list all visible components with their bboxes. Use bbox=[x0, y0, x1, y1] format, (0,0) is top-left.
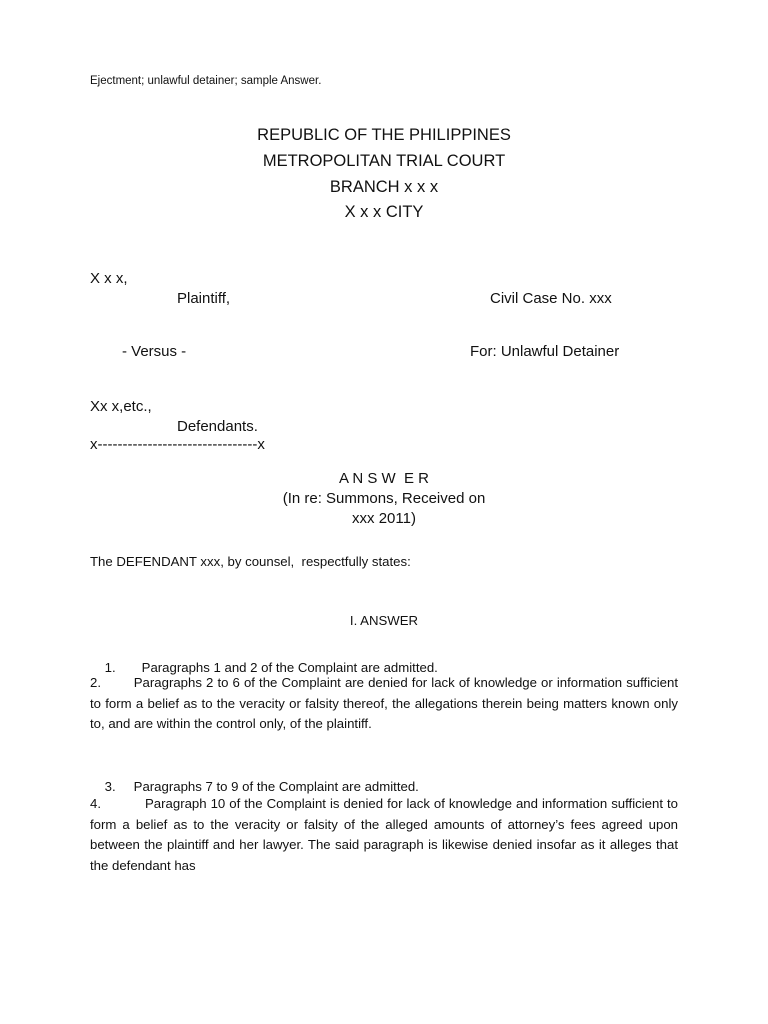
plaintiff-name: X x x, bbox=[90, 270, 128, 287]
paragraph-text: Paragraphs 1 and 2 of the Complaint are admitted. bbox=[141, 660, 438, 675]
paragraph-4 bbox=[90, 794, 678, 876]
intro-statement: The DEFENDANT xxx, by counsel, respectfully states: bbox=[90, 554, 411, 569]
paragraph-number: 4. bbox=[90, 796, 101, 811]
document-subtitle-line2: xxx 2011) bbox=[352, 510, 416, 527]
document-title: A N S W E R bbox=[338, 470, 429, 487]
paragraph-text: Paragraphs 7 to 9 of the Complaint are admitted. bbox=[133, 779, 419, 794]
court-city: X x x CITY bbox=[344, 203, 424, 221]
defendant-role: Defendants. bbox=[177, 418, 258, 435]
versus-label: - Versus - bbox=[122, 343, 187, 360]
court-country: REPUBLIC OF THE PHILIPPINES bbox=[257, 126, 511, 144]
defendant-name: Xx x,etc., bbox=[90, 398, 152, 415]
section-heading: I. ANSWER bbox=[349, 613, 419, 628]
paragraph-2 bbox=[90, 673, 678, 735]
paragraph-number: 2. bbox=[90, 675, 101, 690]
case-number: Civil Case No. xxx bbox=[490, 290, 612, 307]
plaintiff-role: Plaintiff, bbox=[177, 290, 231, 307]
caption-separator: x--------------------------------x bbox=[90, 436, 265, 453]
paragraph-number: 3. bbox=[104, 779, 116, 794]
document-note: Ejectment; unlawful detainer; sample Answer. bbox=[90, 75, 322, 87]
paragraph-text: Paragraphs 2 to 6 of the Complaint are denied for lack of knowledge or information sufficient to form a belief as to the veracity or falsity thereof, the allegations therein being matters known only to, and are within the control only, of the plaintiff. bbox=[90, 675, 679, 731]
court-branch: BRANCH x x x bbox=[329, 178, 439, 196]
document-subtitle-line1: (In re: Summons, Received on bbox=[282, 490, 486, 507]
case-nature: For: Unlawful Detainer bbox=[470, 343, 620, 360]
court-name: METROPOLITAN TRIAL COURT bbox=[262, 152, 506, 170]
paragraph-number: 1. bbox=[104, 660, 116, 675]
paragraph-text: Paragraph 10 of the Complaint is denied for lack of knowledge and information sufficient to form a belief as to the veracity or falsity of the alleged amounts of attorney’s fees agreed upon between the plaintiff and her lawyer. The said paragraph is likewise denied insofar as it alleges that the defendant has bbox=[90, 796, 678, 873]
